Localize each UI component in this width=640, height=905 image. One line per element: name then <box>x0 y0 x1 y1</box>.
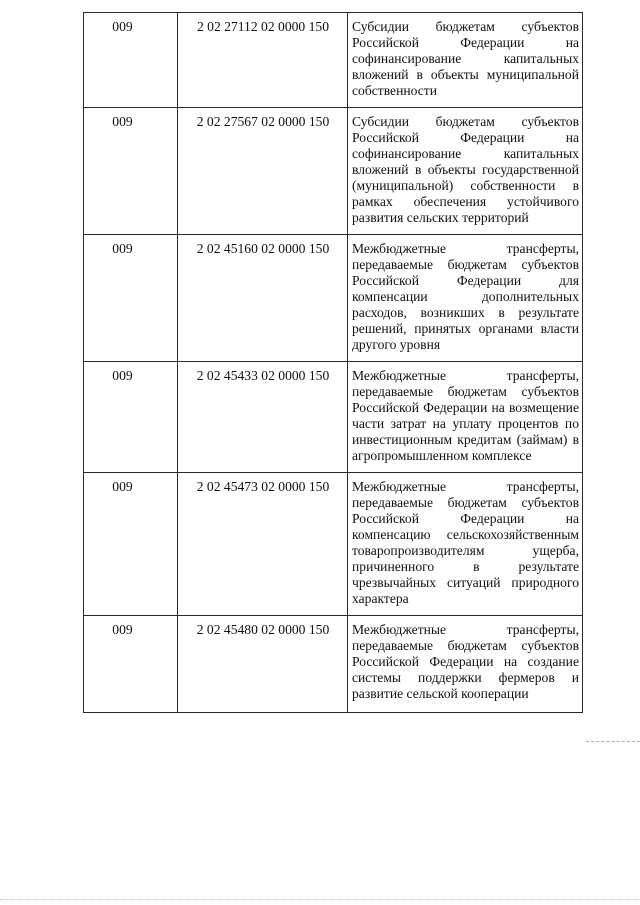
table-row <box>84 235 583 362</box>
budget-classification-code-cell: 2 02 27112 02 0000 150 <box>178 13 348 108</box>
table-row <box>84 13 583 108</box>
table-body <box>84 13 583 713</box>
table-row <box>84 362 583 473</box>
admin-code-cell: 009 <box>84 473 178 616</box>
budget-classification-code-cell: 2 02 45473 02 0000 150 <box>178 473 348 616</box>
revenue-description-cell: Межбюджетные трансферты, передаваемые бюджетам субъектов Российской Федерации на возмещение части затрат на уплату процентов по инвестиционным кредитам (займам) в агропромышленном комплексе <box>348 362 583 473</box>
budget-classification-code-cell: 2 02 45433 02 0000 150 <box>178 362 348 473</box>
budget-classification-code-cell: 2 02 45480 02 0000 150 <box>178 616 348 713</box>
budget-classification-code-cell: 2 02 27567 02 0000 150 <box>178 108 348 235</box>
budget-codes-table <box>83 12 583 713</box>
admin-code-cell: 009 <box>84 13 178 108</box>
table-row <box>84 473 583 616</box>
budget-classification-code-cell: 2 02 45160 02 0000 150 <box>178 235 348 362</box>
table-row <box>84 616 583 713</box>
revenue-description-cell: Субсидии бюджетам субъектов Российской Федерации на софинансирование капитальных вложений в объекты муниципальной собственности <box>348 13 583 108</box>
revenue-description-cell: Межбюджетные трансферты, передаваемые бюджетам субъектов Российской Федерации на компенсацию сельскохозяйственным товаропроизводителям ущерба, причиненного в результате чрезвычайных ситуаций природного характера <box>348 473 583 616</box>
admin-code-cell: 009 <box>84 235 178 362</box>
admin-code-cell: 009 <box>84 362 178 473</box>
revenue-description-cell: Субсидии бюджетам субъектов Российской Федерации на софинансирование капитальных вложений в объекты государственной (муниципальной) собственности в рамках обеспечения устойчивого развития сельских территорий <box>348 108 583 235</box>
table-row <box>84 108 583 235</box>
revenue-description-cell: Межбюджетные трансферты, передаваемые бюджетам субъектов Российской Федерации на создание системы поддержки фермеров и развитие сельской кооперации <box>348 616 583 713</box>
scan-edge-line-bottom <box>0 899 640 900</box>
admin-code-cell: 009 <box>84 616 178 713</box>
scan-edge-line-right <box>586 741 640 742</box>
revenue-description-cell: Межбюджетные трансферты, передаваемые бюджетам субъектов Российской Федерации для компенсации дополнительных расходов, возникших в результате решений, принятых органами власти другого уровня <box>348 235 583 362</box>
admin-code-cell: 009 <box>84 108 178 235</box>
